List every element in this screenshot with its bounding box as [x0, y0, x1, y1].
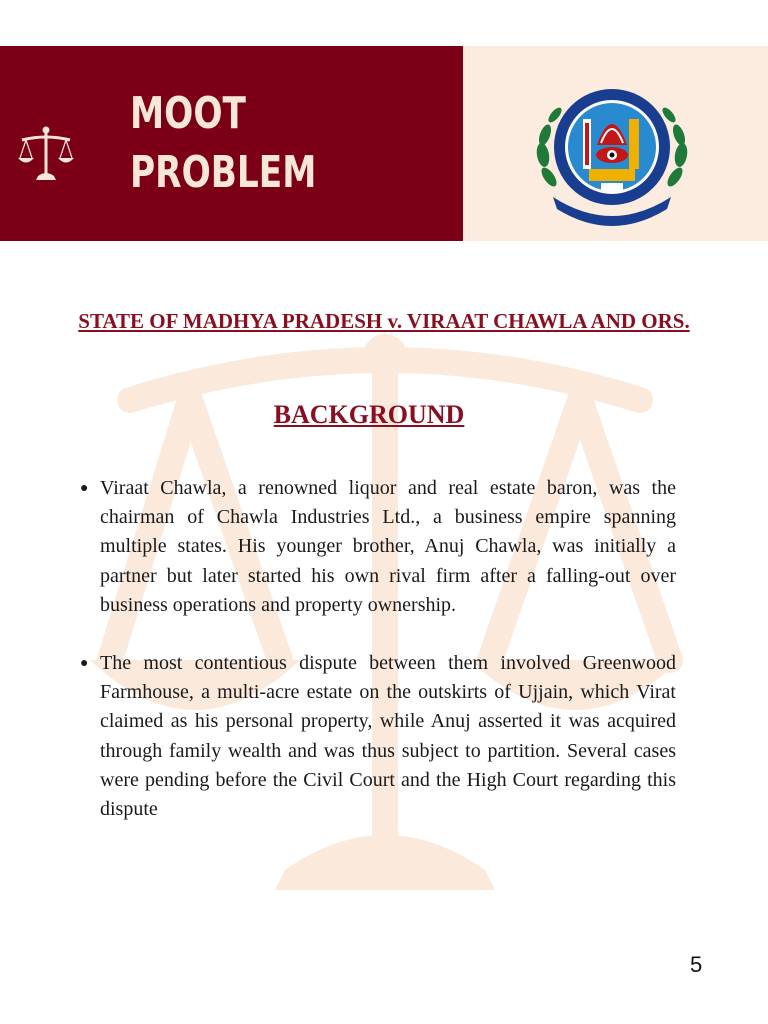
- page-title-line-2: PROBLEM: [130, 147, 317, 198]
- bullet-icon: ●: [80, 481, 89, 496]
- page-title-line-1: MOOT: [130, 88, 246, 139]
- page-number: 5: [690, 952, 703, 977]
- page-header: [0, 46, 768, 241]
- background-bullet-list: [76, 474, 676, 853]
- header-title-panel: [0, 46, 463, 241]
- scales-of-justice-icon: [16, 124, 76, 186]
- list-item: [76, 649, 676, 824]
- list-item: [76, 474, 676, 620]
- bullet-text: Viraat Chawla, a renowned liquor and real estate baron, was the chairman of Chawla Industries Ltd., a business empire spanning multiple states. His younger brother, Anuj Chawla, was initially a partner but later started his own rival firm after a falling-out over business operations and property ownership.: [100, 477, 676, 616]
- page-title: [130, 84, 317, 202]
- bullet-text: The most contentious dispute between them involved Greenwood Farmhouse, a multi-acre estate on the outskirts of Ujjain, which Virat claimed as his personal property, while Anuj asserted it was acquired through family wealth and was thus subject to partition. Several cases were pending before the Civil Court and the High Court regarding this dispute: [100, 652, 676, 821]
- section-heading: BACKGROUND: [273, 400, 465, 429]
- case-title: STATE OF MADHYA PRADESH v. VIRAAT CHAWLA AND ORS.: [78, 309, 690, 333]
- bullet-icon: ●: [80, 656, 89, 672]
- university-emblem-logo: [531, 85, 693, 231]
